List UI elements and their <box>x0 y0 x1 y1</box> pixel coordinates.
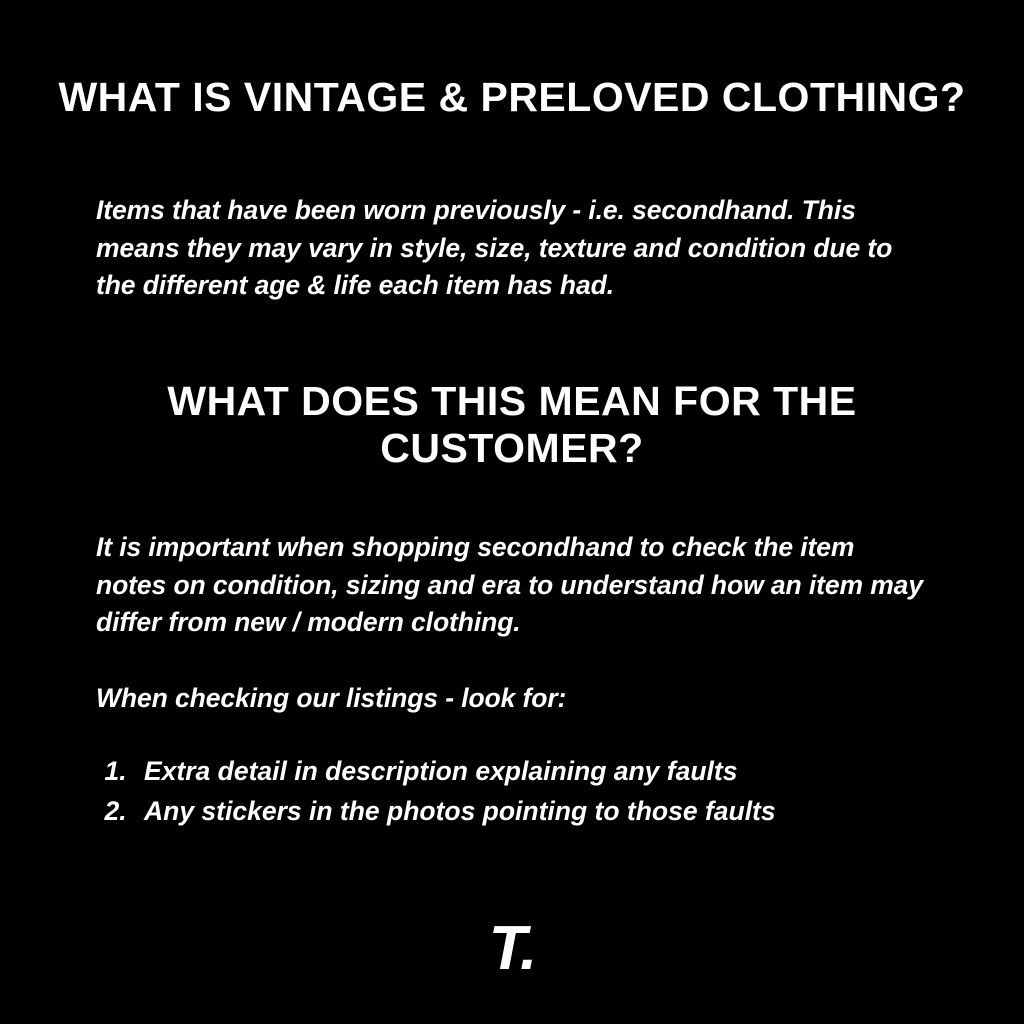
checklist <box>96 752 928 833</box>
intro-paragraph: Items that have been worn previously - i.e. secondhand. This means they may vary in style, size, texture and condition due to the different age & life each item has had. <box>96 195 893 301</box>
list-item: 2. Any stickers in the photos pointing to those faults <box>134 792 928 830</box>
section-heading-customer: WHAT DOES THIS MEAN FOR THE CUSTOMER? <box>167 378 857 472</box>
brand-logo: T. <box>488 914 536 983</box>
list-item: 1. Extra detail in description explaining any faults <box>134 752 928 790</box>
listings-lead-in: When checking our listings - look for: <box>96 683 567 713</box>
body-paragraph: It is important when shopping secondhand to check the item notes on condition, sizing and era to understand how an item may differ from new / modern clothing. <box>96 532 923 638</box>
page-title: WHAT IS VINTAGE & PRELOVED CLOTHING? <box>58 74 966 120</box>
